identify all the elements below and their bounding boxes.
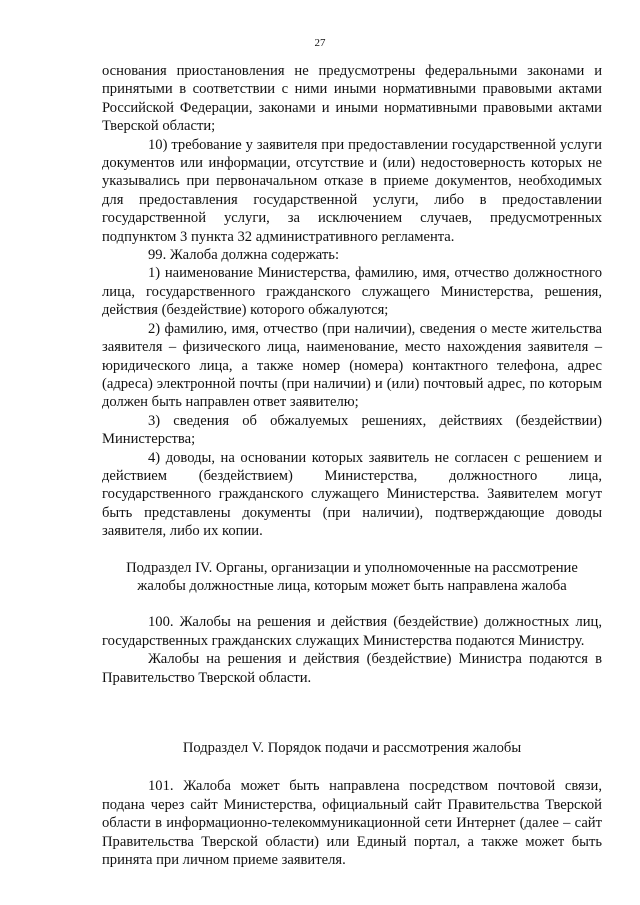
paragraph-99-item-2: 2) фамилию, имя, отчество (при наличии), сведения о месте жительства заявителя – физического лица, наименование, место нахождения заявителя – юридического лица, а также номер (номера) контактного телефона, адрес (адреса) электронной почты (при наличии) и (или) почтовый адрес, по которым должен быть направлен ответ заявителю; — [102, 320, 602, 411]
paragraph-99-item-1: 1) наименование Министерства, фамилию, имя, отчество должностного лица, государственного гражданского служащего Министерства, решения, действия (бездействие) которого обжалуются; — [102, 265, 602, 319]
paragraph-item-10: 10) требование у заявителя при предоставлении государственной услуги документов или информации, отсутствие и (или) недостоверность которых не указывались при первоначальном отказе в приеме документов, необходимых для предоставления государственной услуги, либо в предоставлении государственной услуги, за исключением случаев, предусмотренных подпунктом 3 пункта 32 административного регламента. — [102, 136, 602, 245]
paragraph-99-item-3: 3) сведения об обжалуемых решениях, действиях (бездействии) Министерства; — [102, 412, 602, 448]
subsection-iv-heading-line-2: жалобы должностные лица, которым может быть направлена жалоба — [137, 577, 567, 594]
subsection-v-heading: Подраздел V. Порядок подачи и рассмотрения жалобы — [182, 740, 522, 756]
paragraph-99-item-4: 4) доводы, на основании которых заявитель не согласен с решением и действием (бездействием) Министерства, должностного лица, государственного гражданского служащего Министерства. Заявителем могут быть представлены документы (при наличии), подтверждающие доводы заявителя, либо их копии. — [102, 449, 602, 540]
subsection-iv-heading-line-1: Подраздел IV. Органы, организации и уполномоченные на рассмотрение — [126, 559, 578, 576]
paragraph-100-second: Жалобы на решения и действия (бездействие) Министра подаются в Правительство Тверской области. — [102, 651, 602, 686]
paragraph-grounds-continuation: основания приостановления не предусмотрены федеральными законами и принятыми в соответствии с ними иными нормативными правовыми актами Российской Федерации, законами и иными нормативными правовыми актами Тверской области; — [102, 63, 602, 135]
document-body — [102, 62, 602, 869]
paragraph-100: 100. Жалобы на решения и действия (бездействие) должностных лиц, государственных гражданских служащих Министерства подаются Министру. — [102, 614, 602, 649]
paragraph-99-intro: 99. Жалоба должна содержать: — [148, 247, 339, 264]
paragraph-101: 101. Жалоба может быть направлена посредством почтовой связи, подана через сайт Министерства, официальный сайт Правительства Тверской области в информационно-телекоммуникационной сети Интернет (далее – сайт Правительства Тверской области) или Единый портал, а также может быть принята при личном приеме заявителя. — [102, 778, 602, 869]
page-number: 27 — [314, 37, 326, 49]
